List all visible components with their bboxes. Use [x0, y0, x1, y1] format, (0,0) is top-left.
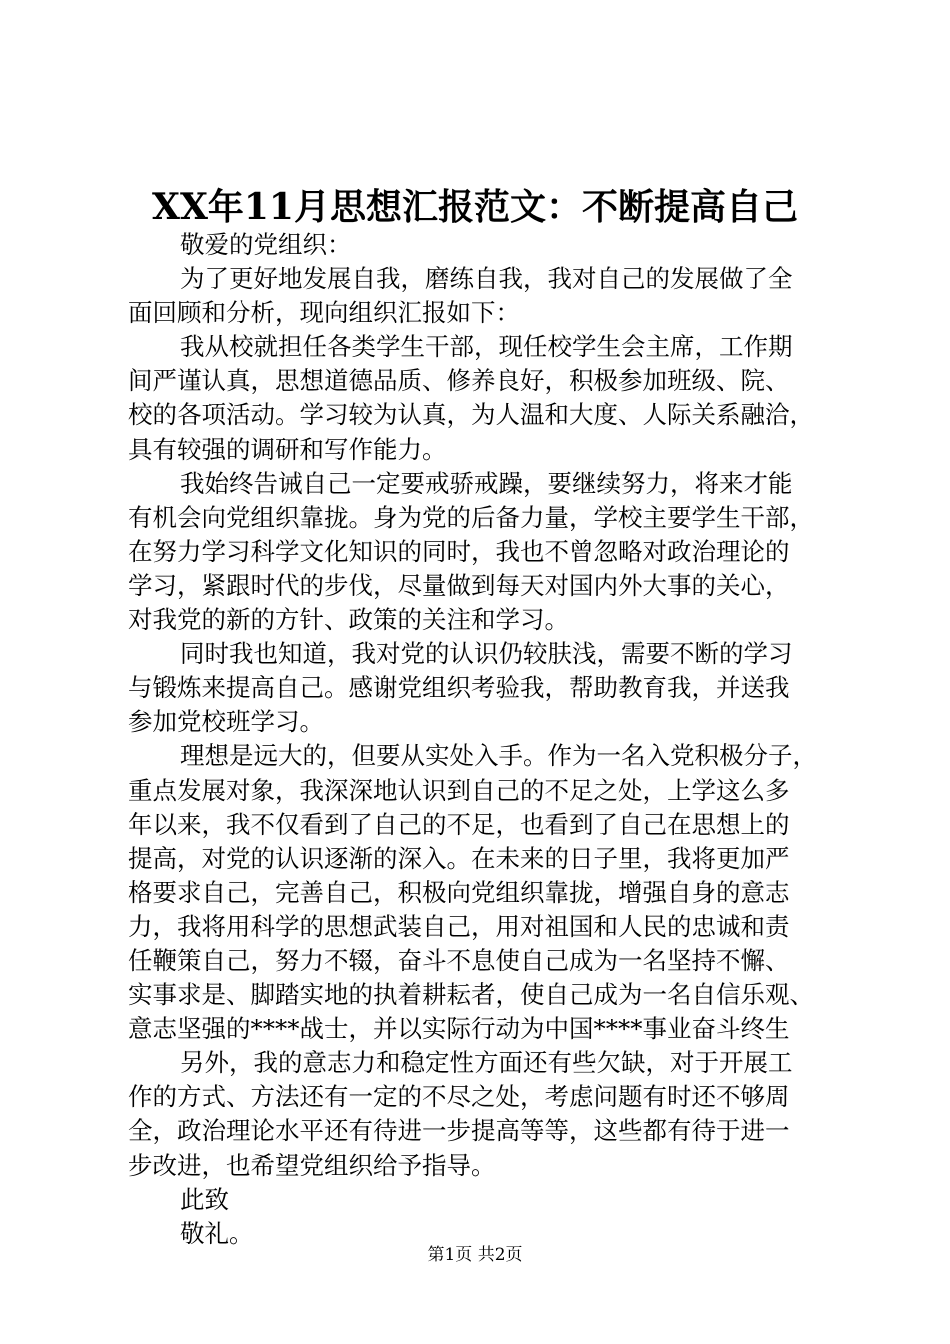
body-line: 面回顾和分析，现向组织汇报如下：	[128, 298, 520, 328]
body-line: 力，我将用科学的思想武装自己，用对祖国和人民的忠诚和责	[128, 911, 790, 941]
body-line: 理想是远大的，但要从实处入手。作为一名入党积极分子，	[180, 741, 817, 771]
body-line: 全，政治理论水平还有待进一步提高等等，这些都有待于进一	[128, 1116, 790, 1146]
body-line: 有机会向党组织靠拢。身为党的后备力量，学校主要学生干部，	[128, 502, 814, 532]
body-line: 重点发展对象，我深深地认识到自己的不足之处，上学这么多	[128, 775, 790, 805]
body-line: 格要求自己，完善自己，积极向党组织靠拢，增强自身的意志	[128, 877, 790, 907]
closing-regards: 此致	[180, 1184, 229, 1214]
body-line: 同时我也知道，我对党的认识仍较肤浅，需要不断的学习	[180, 639, 793, 669]
body-line: 实事求是、脚踏实地的执着耕耘者，使自己成为一名自信乐观、	[128, 980, 814, 1010]
body-line: 意志坚强的****战士，并以实际行动为中国****事业奋斗终生	[128, 1014, 790, 1044]
body-line: 对我党的新的方针、政策的关注和学习。	[128, 605, 569, 635]
body-line: 我始终告诫自己一定要戒骄戒躁，要继续努力，将来才能	[180, 468, 793, 498]
body-line: 间严谨认真，思想道德品质、修养良好，积极参加班级、院、	[128, 366, 790, 396]
body-line: 我从校就担任各类学生干部，现任校学生会主席，工作期	[180, 332, 793, 362]
body-lines	[128, 262, 830, 1183]
salutation: 敬爱的党组织：	[180, 230, 352, 259]
body-line: 具有较强的调研和写作能力。	[128, 434, 447, 464]
closing-salute: 敬礼。	[180, 1218, 254, 1248]
body-line: 校的各项活动。学习较为认真，为人温和大度、人际关系融洽，	[128, 400, 814, 430]
body-line: 另外，我的意志力和稳定性方面还有些欠缺，对于开展工	[180, 1048, 793, 1078]
document-body	[128, 228, 830, 1251]
page-number: 第1页 共2页	[427, 1245, 523, 1265]
body-line: 为了更好地发展自我，磨练自我，我对自己的发展做了全	[180, 264, 793, 294]
document-title: XX年11月思想汇报范文：不断提高自己	[152, 186, 798, 228]
body-line: 提高，对党的认识逐渐的深入。在未来的日子里，我将更加严	[128, 843, 790, 873]
body-line: 与锻炼来提高自己。感谢党组织考验我，帮助教育我，并送我	[128, 673, 790, 703]
body-line: 作的方式、方法还有一定的不尽之处，考虑问题有时还不够周	[128, 1082, 790, 1112]
body-line: 参加党校班学习。	[128, 707, 324, 737]
body-line: 年以来，我不仅看到了自己的不足，也看到了自己在思想上的	[128, 809, 790, 839]
body-line: 学习，紧跟时代的步伐，尽量做到每天对国内外大事的关心，	[128, 570, 790, 600]
body-line: 在努力学习科学文化知识的同时，我也不曾忽略对政治理论的	[128, 536, 790, 566]
body-line: 任鞭策自己，努力不辍，奋斗不息使自己成为一名坚持不懈、	[128, 945, 790, 975]
body-line: 步改进，也希望党组织给予指导。	[128, 1150, 496, 1180]
